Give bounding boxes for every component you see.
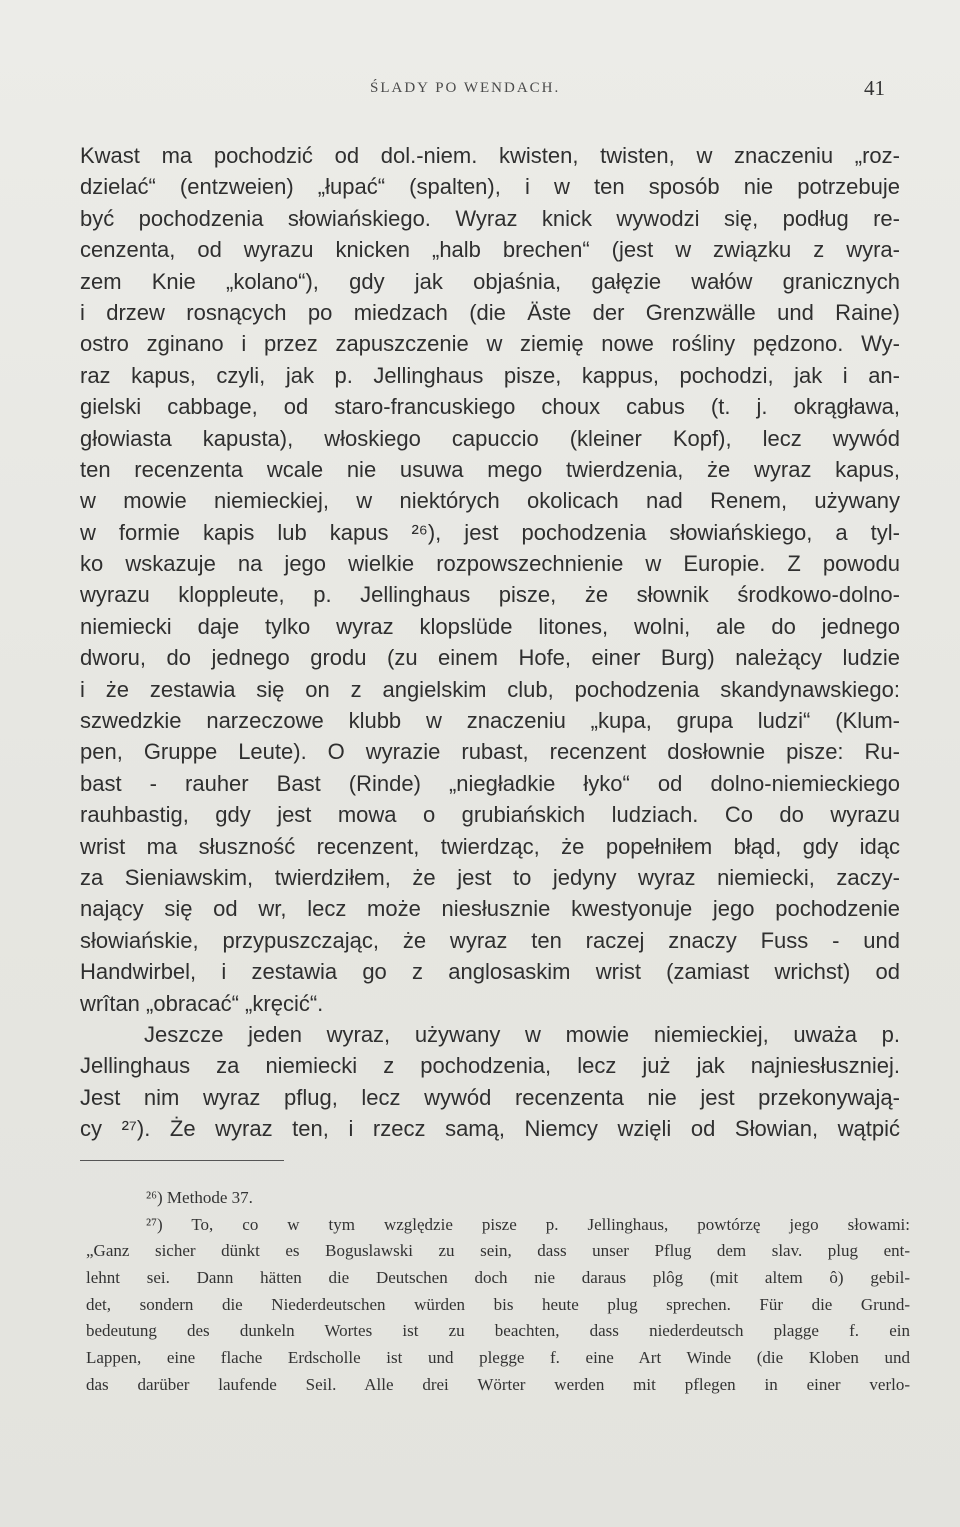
text-line: za Sieniawskim, twierdziłem, że jest to jedyny wyraz niemiecki, zaczy- [80, 864, 900, 890]
page-header [0, 76, 960, 106]
footnote-line: „Ganz sicher dünkt es Boguslawski zu sein, dass unser Pflug dem slav. plug ent- [86, 1241, 910, 1261]
text-line: dworu, do jednego grodu (zu einem Hofe, einer Burg) należący ludzie [80, 645, 900, 671]
footnote-line: bedeutung des dunkeln Wortes ist zu beachten, dass niederdeutsch plagge f. ein [86, 1321, 910, 1341]
text-line: ko wskazuje na jego wielkie rozpowszechnienie w Europie. Z powodu [80, 551, 900, 577]
footnotes [86, 1185, 910, 1399]
text-line: Handwirbel, i zestawia go z anglosaskim wrist (zamiast wrichst) od [80, 959, 900, 985]
text-line: ostro zginano i przez zapuszczenie w ziemię nowe rośliny pędzono. Wy- [80, 331, 900, 357]
text-line: słowiańskie, przypuszczając, że wyraz ten raczej znaczy Fuss - und [80, 927, 900, 953]
text-line: i drzew rosnących po miedzach (die Äste der Grenzwälle und Raine) [80, 299, 900, 325]
text-line: bast - rauher Bast (Rinde) „niegładkie łyko“ od dolno-niemieckiego [80, 770, 900, 796]
text-line: dzielać“ (entzweien) „łupać“ (spalten), i w ten sposób nie potrzebuje [80, 174, 900, 200]
text-line: szwedzkie narzeczowe klubb w znaczeniu „kupa, grupa ludzi“ (Klum- [80, 708, 900, 734]
text-line: cenzenta, od wyrazu knicken „halb brechen“ (jest w związku z wyra- [80, 237, 900, 263]
text-line: głowiasta kapusta), włoskiego capuccio (kleiner Kopf), lecz wywód [80, 425, 900, 451]
text-line: Jest nim wyraz pflug, lecz wywód recenzenta nie jest przekonywają- [80, 1084, 900, 1110]
text-line: Jeszcze jeden wyraz, używany w mowie niemieckiej, uważa p. [144, 1021, 900, 1047]
text-line: wrist ma słuszność recenzent, twierdząc, że popełniłem błąd, gdy idąc [80, 833, 900, 859]
footnote-line: Lappen, eine flache Erdscholle ist und plegge f. eine Art Winde (die Kloben und [86, 1348, 910, 1368]
text-line: rauhbastig, gdy jest mowa o grubiańskich ludziach. Co do wyrazu [80, 802, 900, 828]
text-line: Kwast ma pochodzić od dol.-niem. kwisten, twisten, w znaczeniu „roz- [80, 143, 900, 168]
text-line: zem Knie „kolano“), gdy jak objaśnia, gałęzie wałów granicznych [80, 268, 900, 294]
text-line: w mowie niemieckiej, w niektórych okolicach nad Renem, używany [80, 488, 900, 514]
footnote-line: ²⁷) To, co w tym względzie pisze p. Jellinghaus, powtórzę jego słowami: [146, 1214, 910, 1234]
footnote-line: lehnt sei. Dann hätten die Deutschen doch nie daraus plôg (mit altem ô) gebil- [86, 1268, 910, 1288]
text-line: Jellinghaus za niemiecki z pochodzenia, lecz już jak najniesłuszniej. [80, 1053, 900, 1079]
footnote-line: das darüber laufende Seil. Alle drei Wörter werden mit pflegen in einer verlo- [86, 1374, 910, 1394]
footnote-divider [80, 1160, 284, 1161]
running-head: ŚLADY PO WENDACH. [370, 80, 561, 96]
page-number: 41 [864, 76, 885, 100]
text-line: pen, Gruppe Leute). O wyrazie rubast, recenzent dosłownie pisze: Ru- [80, 739, 900, 765]
text-line: gielski cabbage, od staro-francuskiego choux cabus (t. j. okrągława, [80, 394, 900, 420]
text-line: wrîtan „obracać“ „kręcić“. [80, 990, 324, 1016]
text-line: i że zestawia się on z angielskim club, pochodzenia skandynawskiego: [80, 676, 900, 702]
text-line: ten recenzenta wcale nie usuwa mego twierdzenia, że wyraz kapus, [80, 456, 900, 482]
text-line: cy ²⁷). Że wyraz ten, i rzecz samą, Niemcy wzięli od Słowian, wątpić [80, 1116, 900, 1142]
text-line: niemiecki daje tylko wyraz klopslüde litones, wolni, ale do jednego [80, 613, 900, 639]
text-line: wyrazu kloppleute, p. Jellinghaus pisze, że słownik środkowo-dolno- [80, 582, 900, 608]
body-text [80, 140, 900, 1145]
text-line: nający się od wr, lecz może niesłusznie kwestyonuje jego pochodzenie [80, 896, 900, 922]
footnote-line: det, sondern die Niederdeutschen würden bis heute plug sprechen. Für die Grund- [86, 1294, 910, 1314]
text-line: być pochodzenia słowiańskiego. Wyraz knick wywodzi się, podług re- [80, 205, 900, 231]
text-line: w formie kapis lub kapus ²⁶), jest pochodzenia słowiańskiego, a tyl- [80, 519, 900, 545]
footnote-line: ²⁶) Methode 37. [146, 1188, 253, 1207]
text-line: raz kapus, czyli, jak p. Jellinghaus pisze, kappus, pochodzi, jak i an- [80, 362, 900, 388]
